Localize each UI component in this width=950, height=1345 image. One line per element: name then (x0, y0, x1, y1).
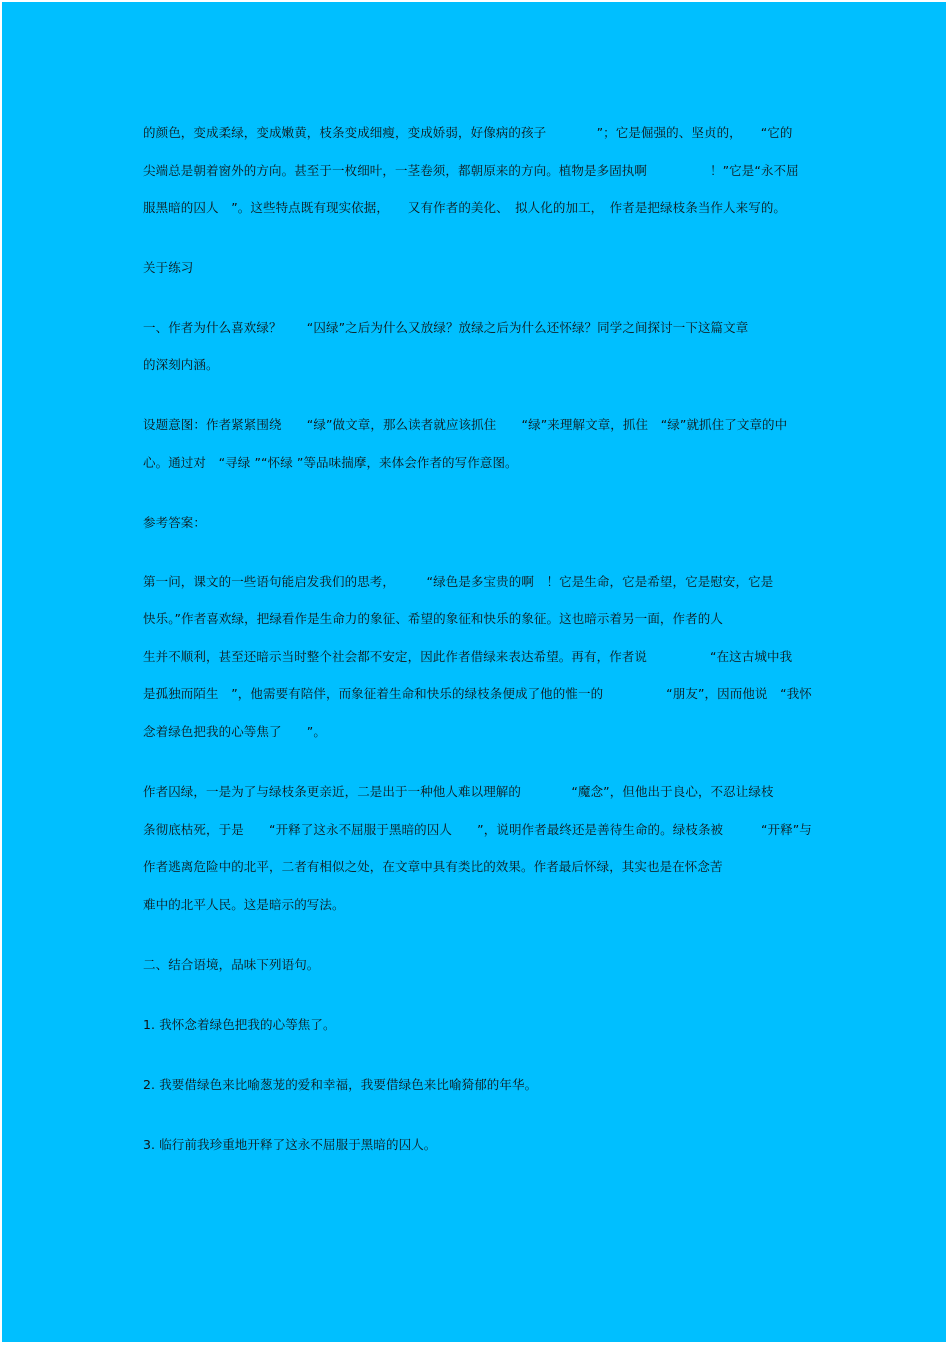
sentence-item-1: 1. 我怀念着绿色把我的心等焦了。 (143, 1017, 336, 1032)
text-line-2: 尖端总是朝着窗外的方向。甚至于一枚细叶，一茎卷须，都朝原来的方向。植物是多固执啊 ！”它是“永不屈 (143, 163, 799, 178)
answer-1-line-4: 是孤独而陌生 ”，他需要有陪伴，而象征着生命和快乐的绿枝条便成了他的惟一的 “朋友”，因而他说 “我怀 (143, 686, 812, 701)
answer-2-line-2: 条彻底枯死，于是 “开释了这永不屈服于黑暗的囚人 ”，说明作者最终还是善待生命的。绿枝条被 “开释”与 (143, 822, 812, 837)
text-line-3: 服黑暗的囚人 ”。这些特点既有现实依据， 又有作者的美化、 拟人化的加工， 作者是把绿枝条当作人来写的。 (143, 200, 787, 215)
answer-2-line-3: 作者逃离危险中的北平，二者有相似之处，在文章中具有类比的效果。作者最后怀绿，其实也是在怀念苦 (143, 859, 723, 874)
question-1-line-2: 的深刻内涵。 (143, 357, 219, 372)
answer-2-line-4: 难中的北平人民。这是暗示的写法。 (143, 897, 345, 912)
answer-heading: 参考答案： (143, 515, 207, 530)
answer-2-line-1: 作者囚绿，一是为了与绿枝条更亲近，二是出于一种他人难以理解的 “魔念”，但他出于良心，不忍让绿枝 (143, 784, 774, 799)
text-line-1: 的颜色，变成柔绿，变成嫩黄，枝条变成细瘦，变成娇弱，好像病的孩子 ”；它是倔强的、坚贞的， “它的 (143, 125, 793, 140)
sentence-item-2: 2. 我要借绿色来比喻葱茏的爱和幸福，我要借绿色来比喻猗郁的年华。 (143, 1077, 538, 1092)
answer-1-line-5: 念着绿色把我的心等焦了 ”。 (143, 724, 326, 739)
intent-line-2: 心。通过对 “寻绿 ”“怀绿 ”等品味揣摩，来体会作者的写作意图。 (143, 455, 518, 470)
answer-1-line-2: 快乐。”作者喜欢绿，把绿看作是生命力的象征、希望的象征和快乐的象征。这也暗示着另一面，作者的人 (143, 611, 723, 626)
answer-1-line-1: 第一问，课文的一些语句能启发我们的思考， “绿色是多宝贵的啊 ！它是生命，它是希望，它是慰安，它是 (143, 574, 774, 589)
question-2-heading: 二、结合语境，品味下列语句。 (143, 957, 320, 972)
answer-1-line-3: 生并不顺利，甚至还暗示当时整个社会都不安定，因此作者借绿来表达希望。再有，作者说 “在这古城中我 (143, 649, 793, 664)
section-heading-exercises: 关于练习 (143, 260, 194, 275)
sentence-item-3: 3. 临行前我珍重地开释了这永不屈服于黑暗的囚人。 (143, 1137, 437, 1152)
intent-line-1: 设题意图：作者紧紧围绕 “绿”做文章，那么读者就应该抓住 “绿”来理解文章，抓住 “绿”就抓住了文章的中 (143, 417, 788, 432)
question-1-line-1: 一、作者为什么喜欢绿？ “囚绿”之后为什么又放绿？放绿之后为什么还怀绿？同学之间探讨一下这篇文章 (143, 320, 749, 335)
